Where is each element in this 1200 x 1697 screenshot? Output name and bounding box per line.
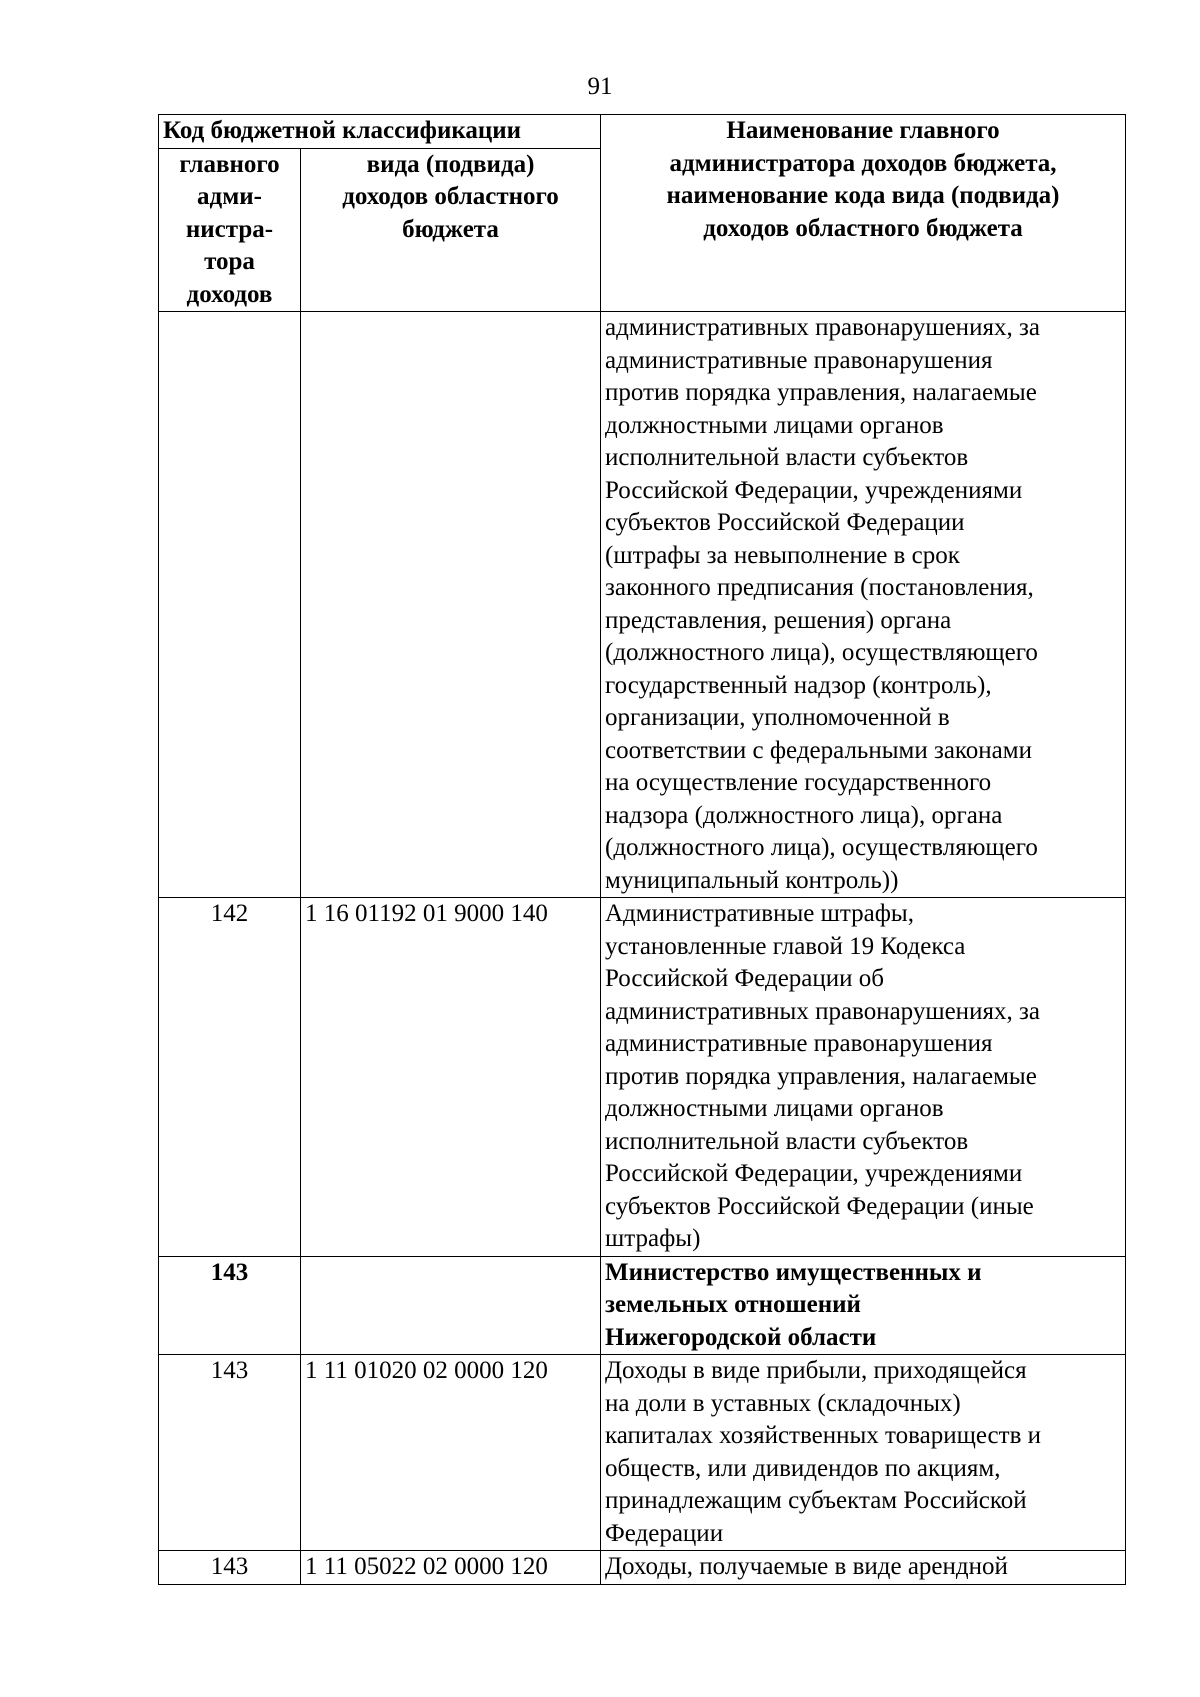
revenue-name-line: представления, решения) органа — [605, 606, 952, 634]
revenue-name-line: (штрафы за невыполнение в срок — [605, 541, 960, 569]
revenue-name-line: субъектов Российской Федерации — [605, 509, 965, 536]
revenue-name-line: административные правонарушения — [605, 346, 993, 374]
revenue-name-line: Российской Федерации об — [605, 965, 884, 992]
revenue-name-cell — [601, 1256, 1126, 1355]
admin-code-cell: 143 — [159, 1355, 301, 1551]
revenue-name-line: Нижегородской области — [605, 1323, 877, 1351]
revenue-name-line: законного предписания (постановления, — [605, 574, 1034, 601]
revenue-name-line: исполнительной власти субъектов — [605, 1127, 969, 1155]
revenue-name-line: муниципальный контроль)) — [605, 866, 899, 894]
revenue-name-line: административных правонарушениях, за — [605, 997, 1040, 1025]
revenue-name-line: Доходы, получаемые в виде арендной — [605, 1553, 1008, 1580]
header-admin-column — [159, 148, 301, 312]
revenue-name-line: административные правонарушения — [605, 1030, 993, 1057]
table-row — [159, 312, 1126, 898]
revenue-name-line: исполнительной власти субъектов — [605, 444, 969, 471]
revenue-name-line: Российской Федерации, учреждениями — [605, 476, 1023, 504]
revenue-name-line: Административные штрафы, — [605, 900, 914, 927]
revenue-name-line: против порядка управления, налагаемые — [605, 1062, 1037, 1090]
revenue-name-line: на осуществление государственного — [605, 769, 992, 796]
header-kind-line: вида (подвида) — [366, 150, 535, 178]
revenue-name-line: обществ, или дивидендов по акциям, — [605, 1454, 1001, 1482]
header-admin-line: тора — [204, 248, 255, 275]
revenue-name-line: субъектов Российской Федерации (иные — [605, 1192, 1034, 1220]
revenue-code-cell: 1 16 01192 01 9000 140 — [301, 898, 601, 1257]
revenue-name-line: организации, уполномоченной в — [605, 704, 950, 731]
table-row — [159, 1551, 1126, 1585]
revenue-code-cell — [301, 1256, 601, 1355]
header-admin-line: доходов — [186, 280, 273, 308]
revenue-code-cell: 1 11 05022 02 0000 120 — [301, 1551, 601, 1585]
revenue-name-line: государственный надзор (контроль), — [605, 671, 992, 699]
revenue-name-line: установленные главой 19 Кодекса — [605, 932, 966, 960]
header-name-line: Наименование главного — [726, 117, 1000, 144]
revenue-name-cell — [601, 1355, 1126, 1551]
admin-code-cell: 143 — [159, 1256, 301, 1355]
header-name-line: наименование кода вида (подвида) — [666, 182, 1060, 209]
revenue-name-cell — [601, 898, 1126, 1257]
table-row — [159, 1355, 1126, 1551]
admin-code-cell: 143 — [159, 1551, 301, 1585]
header-kind-line: доходов областного — [342, 183, 559, 210]
header-admin-line: адми- — [197, 183, 262, 210]
header-admin-line: главного — [179, 150, 280, 178]
revenue-name-cell — [601, 1551, 1126, 1585]
revenue-name-line: принадлежащим субъектам Российской — [605, 1487, 1027, 1514]
revenue-code-cell — [301, 312, 601, 898]
header-kind-line: бюджета — [402, 215, 499, 243]
revenue-name-line: административных правонарушениях, за — [605, 314, 1040, 341]
table-row — [159, 1256, 1126, 1355]
header-budget-classification-code: Код бюджетной классификации — [159, 115, 601, 149]
revenue-name-cell — [601, 312, 1126, 898]
admin-code-cell — [159, 312, 301, 898]
table-row — [159, 898, 1126, 1257]
revenue-name-line: Министерство имущественных и — [605, 1258, 982, 1286]
header-kind-column — [301, 148, 601, 312]
page-number: 91 — [587, 73, 613, 100]
revenue-name-line: должностными лицами органов — [605, 411, 944, 439]
admin-code-cell: 142 — [159, 898, 301, 1257]
revenue-name-line: надзора (должностного лица), органа — [605, 801, 1003, 829]
header-admin-line: нистра- — [185, 215, 274, 243]
header-name-line: доходов областного бюджета — [703, 214, 1023, 242]
revenue-name-line: штрафы) — [605, 1225, 701, 1252]
revenue-name-line: (должностного лица), осуществляющего — [605, 639, 1038, 666]
revenue-name-line: должностными лицами органов — [605, 1095, 944, 1122]
revenue-name-line: Российской Федерации, учреждениями — [605, 1160, 1023, 1187]
revenue-name-line: земельных отношений — [605, 1291, 861, 1318]
revenue-name-line: Федерации — [605, 1519, 724, 1547]
budget-classification-table — [158, 114, 1126, 1585]
revenue-name-line: Доходы в виде прибыли, приходящейся — [605, 1357, 1027, 1384]
header-name-column — [601, 115, 1126, 312]
revenue-name-line: против порядка управления, налагаемые — [605, 379, 1037, 406]
revenue-name-line: капиталах хозяйственных товариществ и — [605, 1422, 1042, 1449]
revenue-code-cell: 1 11 01020 02 0000 120 — [301, 1355, 601, 1551]
revenue-name-line: (должностного лица), осуществляющего — [605, 834, 1038, 861]
header-name-line: администратора доходов бюджета, — [669, 149, 1057, 177]
revenue-name-line: соответствии с федеральными законами — [605, 736, 1032, 764]
revenue-name-line: на доли в уставных (складочных) — [605, 1389, 961, 1417]
